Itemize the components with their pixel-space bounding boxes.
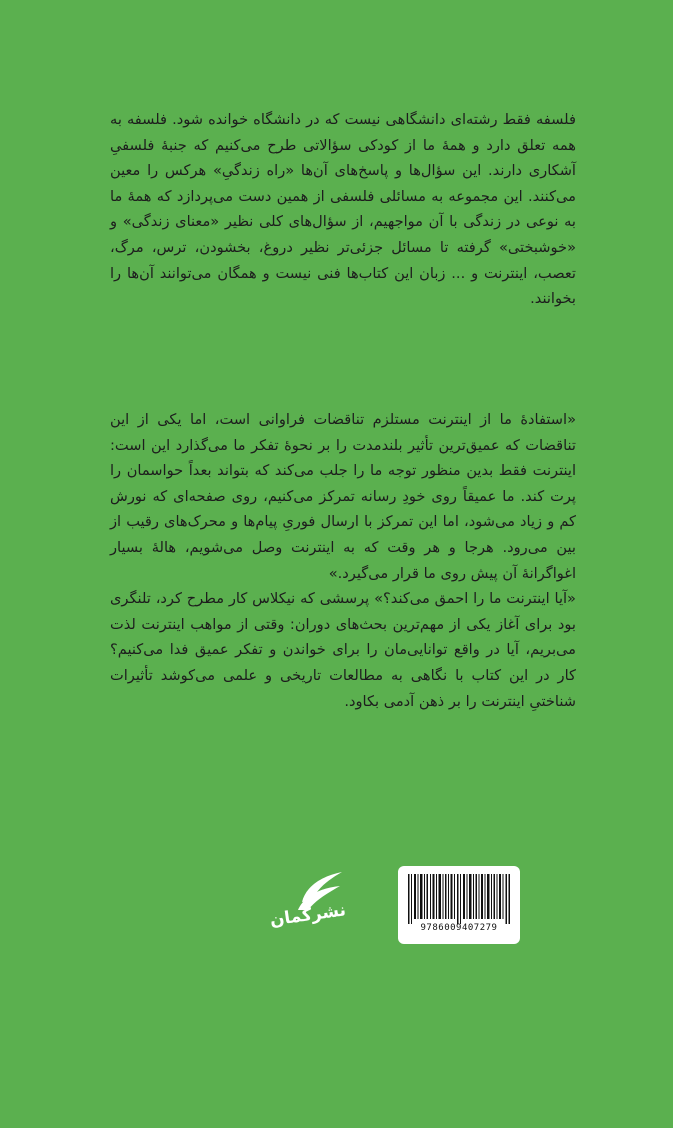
- isbn-number: 9786009407279: [420, 923, 498, 933]
- series-intro-paragraph: فلسفه فقط رشته‌ای دانشگاهی نیست که در دانشگاه خوانده شود. فلسفه به همه تعلق دارد و همهٔ ما از کودکی سؤالاتی طرح می‌کنیم که جنبهٔ فلسفیِ آشکاری دارند. این سؤال‌ها و پاسخ‌های آن‌ها «راه زندگیِ» هرکس را معین می‌کنند. این مجموعه به مسائلی فلسفی از همین دست می‌پردازد که همهٔ ما به نوعی در زندگی با آن مواجهیم، از سؤال‌های کلی نظیر «معنای زندگی» و «خوشبختی» گرفته تا مسائل جزئی‌تر نظیر دروغ، بخشودن، ترس، مرگ، تعصب، اینترنت و ... زبان این کتاب‌ها فنی نیست و همگان می‌توانند آن‌ها را بخوانند.: [110, 111, 576, 308]
- blurb-description: «آیا اینترنت ما را احمق می‌کند؟» پرسشی که نیکلاس کار مطرح کرد، تلنگری بود برای آغاز یکی از مهم‌ترین بحث‌های دوران: وقتی از مواهب اینترنت لذت می‌بریم، آیا در واقع توانایی‌مان را برای خواندن و تفکر عمیق فدا می‌کنیم؟ کار در این کتاب با نگاهی به مطالعات تاریخی و علمی می‌کوشد تأثیرات شناختیِ اینترنت را بر ذهن آدمی بکاود.: [110, 590, 576, 710]
- blurb-quote: «استفادهٔ ما از اینترنت مستلزم تناقضات فراوانی است، اما یکی از این تناقضات که عمیق‌ترین تأثیر بلندمدت را بر نحوهٔ تفکر ما می‌گذارد این است: اینترنت فقط بدین منظور توجه ما را جلب می‌کند که بتواند بعداً حواسمان را پرت کند. ما عمیقاً روی خودِ رسانه تمرکز می‌کنیم، روی صفحه‌ای که نورش کم و زیاد می‌شود، اما این تمرکز با ارسال فوریِ پیام‌ها و محرک‌های رقیب از بین می‌رود. هرجا و هر وقت که به اینترنت وصل می‌شویم، هالهٔ بسیار اغواگرانهٔ آن پیش روی ما قرار می‌گیرد.»: [110, 411, 576, 582]
- isbn-barcode: [398, 866, 520, 944]
- publisher-logo: [268, 864, 348, 948]
- book-blurb: [110, 407, 576, 714]
- barcode-bars: [408, 874, 510, 924]
- series-intro: [110, 107, 576, 312]
- publisher-name: نشرگمان: [268, 900, 348, 931]
